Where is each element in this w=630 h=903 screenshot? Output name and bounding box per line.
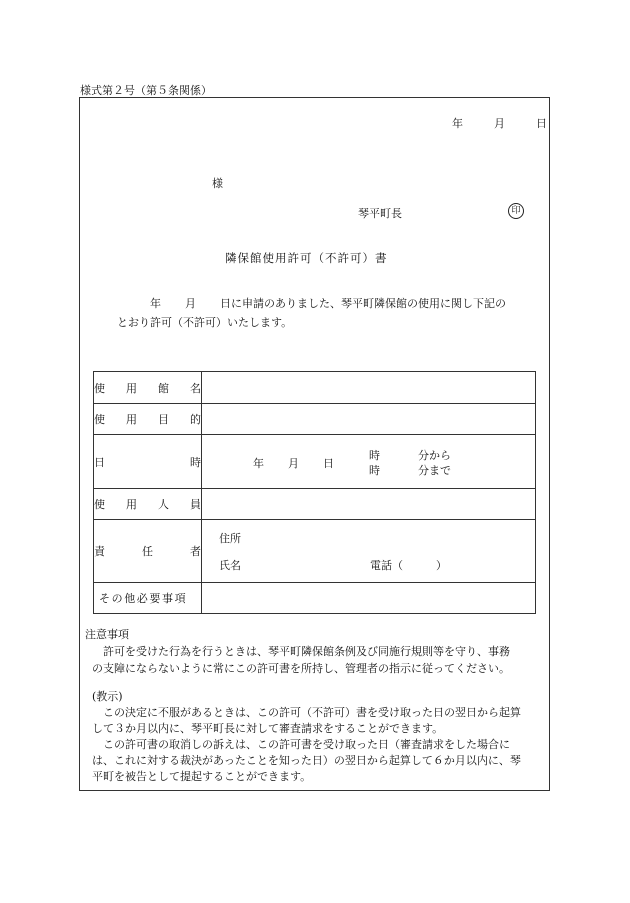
table-row bbox=[94, 489, 536, 520]
phone-label: 電話（ ） bbox=[370, 559, 447, 572]
dt-month: 月 bbox=[288, 457, 299, 470]
kyouji-line-4: は、これに対する裁決があったことを知った日）の翌日から起算して６か月以内に、琴 bbox=[92, 754, 521, 767]
date-line bbox=[452, 115, 547, 131]
purpose-label: 使 用 目 的 bbox=[94, 404, 202, 435]
date-day: 日 bbox=[536, 117, 547, 130]
dt-year: 年 bbox=[253, 457, 264, 470]
facility-name-label: 使 用 館 名 bbox=[94, 372, 202, 404]
kyouji-line-2: して３か月以内に、琴平町長に対して審査請求をすることができます。 bbox=[92, 722, 444, 735]
intro-month: 月 bbox=[185, 297, 196, 310]
intro-rest: 日に申請のありました、琴平町隣保館の使用に関し下記の bbox=[220, 297, 506, 310]
date-year: 年 bbox=[452, 117, 463, 130]
dt-minute-from: 分から bbox=[418, 449, 451, 462]
form-number-label: 様式第２号（第５条関係） bbox=[80, 84, 212, 97]
datetime-label: 日 時 bbox=[94, 435, 202, 489]
table-row bbox=[94, 583, 536, 614]
people-count-label: 使 用 人 員 bbox=[94, 489, 202, 520]
document-title: 隣保館使用許可（不許可）書 bbox=[225, 251, 388, 265]
dt-hour-to: 時 bbox=[369, 464, 380, 477]
people-count-value[interactable] bbox=[202, 489, 536, 520]
notes-line-2: の支障にならないように常にこの許可書を所持し、管理者の指示に従ってください。 bbox=[92, 662, 510, 675]
name-label: 氏名 bbox=[219, 559, 241, 572]
notes-line-1: 許可を受けた行為を行うときは、琴平町隣保館条例及び同施行規則等を守り、事務 bbox=[103, 645, 510, 658]
table-row bbox=[94, 520, 536, 583]
responsible-person-value[interactable] bbox=[202, 520, 536, 583]
dt-minute-to: 分まで bbox=[418, 464, 451, 477]
address-label: 住所 bbox=[219, 532, 241, 545]
kyouji-line-1: この決定に不服があるときは、この許可（不許可）書を受け取った日の翌日から起算 bbox=[103, 706, 521, 719]
application-table bbox=[93, 371, 536, 614]
kyouji-line-3: この許可書の取消しの訴えは、この許可書を受け取った日（審査請求をした場合に bbox=[103, 738, 510, 751]
purpose-value[interactable] bbox=[202, 404, 536, 435]
datetime-value[interactable] bbox=[202, 435, 536, 489]
seal-mark: 印 bbox=[508, 203, 524, 219]
recipient-suffix: 様 bbox=[212, 177, 223, 190]
issuer-name: 琴平町長 bbox=[358, 207, 402, 220]
facility-name-value[interactable] bbox=[202, 372, 536, 404]
table-row bbox=[94, 435, 536, 489]
other-matters-value[interactable] bbox=[202, 583, 536, 614]
responsible-person-label: 責 任 者 bbox=[94, 520, 202, 583]
notes-title: 注意事項 bbox=[85, 628, 129, 641]
table-row bbox=[94, 372, 536, 404]
other-matters-label: その他必要事項 bbox=[94, 583, 202, 614]
dt-day: 日 bbox=[323, 457, 334, 470]
kyouji-line-5: 平町を被告として提起することができます。 bbox=[92, 770, 312, 783]
date-month: 月 bbox=[494, 117, 505, 130]
table-row bbox=[94, 404, 536, 435]
intro-year: 年 bbox=[150, 297, 161, 310]
intro-line-1 bbox=[150, 295, 506, 311]
dt-hour-from: 時 bbox=[369, 449, 380, 462]
intro-line-2: とおり許可（不許可）いたします。 bbox=[117, 316, 293, 329]
kyouji-title: (教示) bbox=[92, 690, 123, 703]
